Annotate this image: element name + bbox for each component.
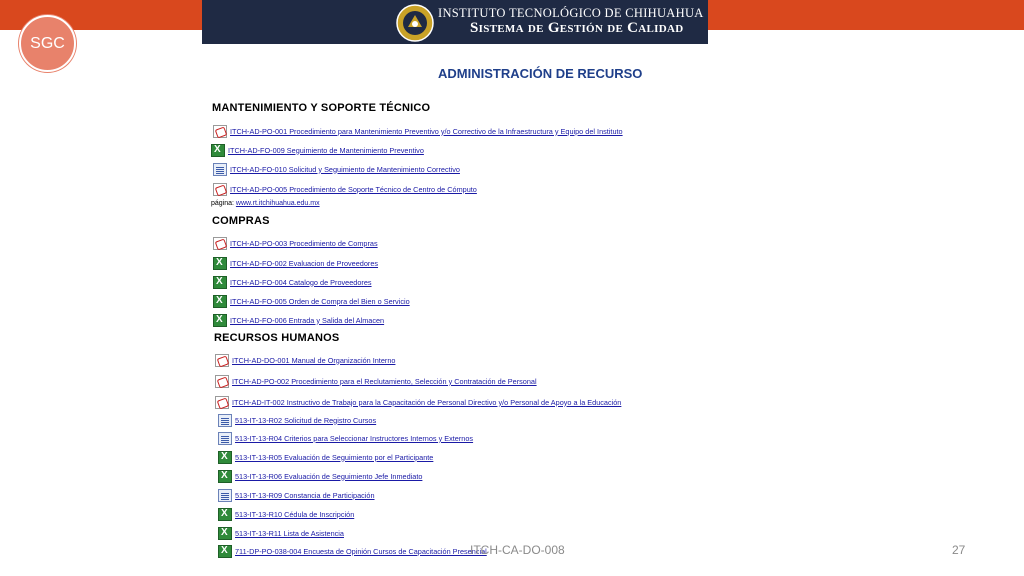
list-item[interactable] (218, 526, 344, 540)
document-link[interactable]: ITCH-AD-PO-003 Procedimiento de Compras (230, 238, 378, 248)
list-item[interactable] (218, 413, 376, 427)
list-item[interactable] (218, 488, 375, 502)
pdf-icon (215, 354, 229, 367)
institution-banner (202, 0, 708, 44)
list-item[interactable] (213, 124, 623, 138)
document-link[interactable]: ITCH-AD-PO-001 Procedimiento para Mantenimiento Preventivo y/o Correctivo de la Infraestructura y Equipo del Instituto (230, 126, 623, 136)
list-item[interactable] (213, 182, 477, 196)
document-link[interactable]: ITCH-AD-PO-002 Procedimiento para el Reclutamiento, Selección y Contratación de Personal (232, 376, 537, 386)
document-link[interactable]: 513-IT-13-R09 Constancia de Participación (235, 490, 375, 500)
page-title: ADMINISTRACIÓN DE RECURSO (438, 66, 643, 81)
list-item[interactable] (218, 544, 487, 558)
list-item[interactable] (215, 395, 621, 409)
document-link[interactable]: ITCH-AD-PO-005 Procedimiento de Soporte Técnico de Centro de Cómputo (230, 184, 477, 194)
list-item[interactable] (218, 450, 433, 464)
sgc-badge (19, 15, 76, 72)
institute-logo-icon (395, 3, 435, 43)
list-item[interactable] (213, 162, 460, 176)
sgc-badge-label: SGC (30, 34, 65, 52)
document-link[interactable]: 513-IT-13-R02 Solicitud de Registro Cursos (235, 415, 377, 425)
document-link[interactable]: 513-IT-13-R10 Cédula de Inscripción (235, 509, 355, 519)
word-icon (218, 489, 232, 502)
excel-icon (218, 545, 232, 558)
banner-institution-name: INSTITUTO TECNOLÓGICO DE CHIHUAHUA (438, 6, 704, 20)
list-item[interactable] (215, 353, 395, 367)
list-item[interactable] (218, 469, 422, 483)
word-icon (213, 163, 227, 176)
excel-icon (213, 276, 227, 289)
pdf-icon (215, 375, 229, 388)
list-item[interactable] (211, 143, 424, 157)
list-item[interactable] (213, 313, 384, 327)
word-icon (218, 414, 232, 427)
pdf-icon (213, 237, 227, 250)
excel-icon (218, 470, 232, 483)
excel-icon (211, 144, 225, 157)
document-link[interactable]: ITCH-AD-FO-006 Entrada y Salida del Almacen (230, 315, 385, 325)
section-heading-compras: COMPRAS (212, 215, 270, 227)
document-link[interactable]: ITCH-AD-DO-001 Manual de Organización Interno (232, 355, 396, 365)
document-link[interactable]: 513-IT-13-R11 Lista de Asistencia (235, 528, 344, 538)
document-link[interactable]: 711-DP-PO-038-004 Encuesta de Opinión Cursos de Capacitación Presencial (235, 546, 487, 556)
word-icon (218, 432, 232, 445)
list-item[interactable] (213, 236, 378, 250)
list-item[interactable] (213, 275, 372, 289)
excel-icon (218, 508, 232, 521)
document-link[interactable]: 513-IT-13-R05 Evaluación de Seguimiento por el Participante (235, 452, 434, 462)
page-note (211, 200, 320, 207)
document-link[interactable]: ITCH-AD-FO-005 Orden de Compra del Bien o Servicio (230, 296, 410, 306)
document-link[interactable]: ITCH-AD-FO-004 Catalogo de Proveedores (230, 277, 372, 287)
page-note-link[interactable]: www.rt.itchihuahua.edu.mx (235, 200, 320, 207)
list-item[interactable] (218, 431, 473, 445)
footer-document-code: ITCH-CA-DO-008 (470, 543, 565, 557)
document-link[interactable]: ITCH-AD-FO-002 Evaluacion de Proveedores (230, 258, 379, 268)
pdf-icon (213, 183, 227, 196)
excel-icon (218, 451, 232, 464)
banner-system-name: Sistema de Gestión de Calidad (470, 20, 684, 36)
list-item[interactable] (218, 507, 354, 521)
page-number: 27 (952, 543, 966, 557)
document-link[interactable]: 513-IT-13-R04 Criterios para Seleccionar Instructores Internos y Externos (235, 433, 474, 443)
list-item[interactable] (213, 294, 410, 308)
document-link[interactable]: 513-IT-13-R06 Evaluación de Seguimiento Jefe Inmediato (235, 471, 423, 481)
document-link[interactable]: ITCH-AD-FO-009 Seguimiento de Mantenimiento Preventivo (228, 145, 424, 155)
excel-icon (218, 527, 232, 540)
excel-icon (213, 257, 227, 270)
list-item[interactable] (215, 374, 537, 388)
pdf-icon (213, 125, 227, 138)
document-link[interactable]: ITCH-AD-FO-010 Solicitud y Seguimiento de Mantenimiento Correctivo (230, 164, 460, 174)
section-heading-recursos-humanos: RECURSOS HUMANOS (214, 332, 340, 344)
page-note-label: página: (211, 200, 234, 207)
document-link[interactable]: ITCH-AD-IT-002 Instructivo de Trabajo para la Capacitación de Personal Directivo y/o Personal de Apoyo a la Educación (232, 397, 622, 407)
excel-icon (213, 314, 227, 327)
excel-icon (213, 295, 227, 308)
section-heading-mantenimiento: MANTENIMIENTO Y SOPORTE TÉCNICO (212, 102, 431, 114)
list-item[interactable] (213, 256, 378, 270)
pdf-icon (215, 396, 229, 409)
